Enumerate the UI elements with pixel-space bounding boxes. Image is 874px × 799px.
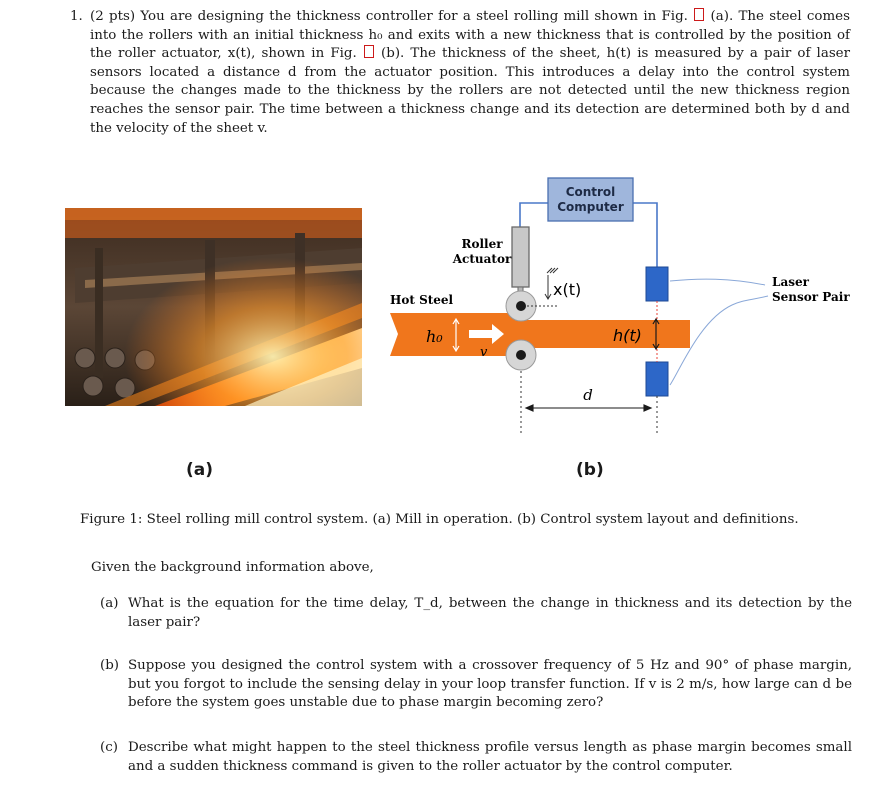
hot-steel-label: Hot Steel [390,293,454,307]
laser-sensor-top [646,267,668,301]
wire-sensor [633,203,657,267]
problem-number: 1. [70,9,83,24]
question-label: (a) [100,596,119,611]
figure-link-box[interactable] [694,8,704,21]
top-roller-axle [516,301,526,311]
ht-label: h(t) [613,326,642,345]
caption-a: (a) [186,460,214,480]
laser-label-2: Sensor Pair [772,290,850,304]
velocity-label: v [480,345,488,360]
given-text: Given the background information above, [91,560,374,575]
laser-sensor-bottom [646,362,668,396]
question-c [100,739,852,776]
bottom-roller-axle [516,350,526,360]
figure-link-box[interactable] [364,45,374,58]
problem-statement [70,8,850,138]
laser-label-1: Laser [772,275,809,289]
question-text: Describe what might happen to the steel thickness profile versus length as phase margin becomes small and a sudden thickness command is given to the roller actuator by the control computer. [128,740,852,774]
roller-actuator-label-2: Actuator [452,252,512,266]
question-a [100,595,852,632]
problem-text-2: (a). The steel comes into the rollers with an initial thickness h₀ and exits with a new thickness that is controlled by the position of the roller actuator, x(t), shown in Fig. [90,9,850,62]
question-text: Suppose you designed the control system with a crossover frequency of 5 Hz and 90° of phase margin, but you forgot to include the sensing delay in your loop transfer function. If v is 2 m/s, how large can d be before the system goes unstable due to phase margin becoming zero? [128,658,852,711]
control-computer-label-1: Control [565,185,616,199]
question-label: (b) [100,658,120,673]
control-diagram [380,170,850,450]
question-label: (c) [100,740,118,755]
roller-actuator-body [512,227,529,287]
wire-actuator [520,203,548,228]
roller-actuator-label-1: Roller [461,237,503,251]
problem-text-3: (b). The thickness of the sheet, h(t) is measured by a pair of laser sensors located a distance d from the actuator position. This introduces a delay into the control system because the changes made to the thickness by the rollers are not detected until the new thickness region reaches the sensor pair. The time between a thickness change and its detection are determined both by d and the velocity of the sheet v. [90,46,851,136]
h0-label: h₀ [426,327,443,346]
d-dimension [526,405,651,411]
control-computer-label-2: Computer [557,200,624,214]
laser-leader-top [670,279,765,285]
question-b [100,657,852,713]
problem-text-1: (2 pts) You are designing the thickness controller for a steel rolling mill shown in Fig. [90,9,688,24]
figure-caption: Figure 1: Steel rolling mill control system. (a) Mill in operation. (b) Control system layout and definitions. [80,512,799,527]
d-label: d [583,386,593,404]
mill-photo [65,208,362,406]
caption-b: (b) [576,460,604,480]
question-text: What is the equation for the time delay, T_d, between the change in thickness and its detection by the laser pair? [128,596,852,630]
x-label: x(t) [553,280,582,299]
